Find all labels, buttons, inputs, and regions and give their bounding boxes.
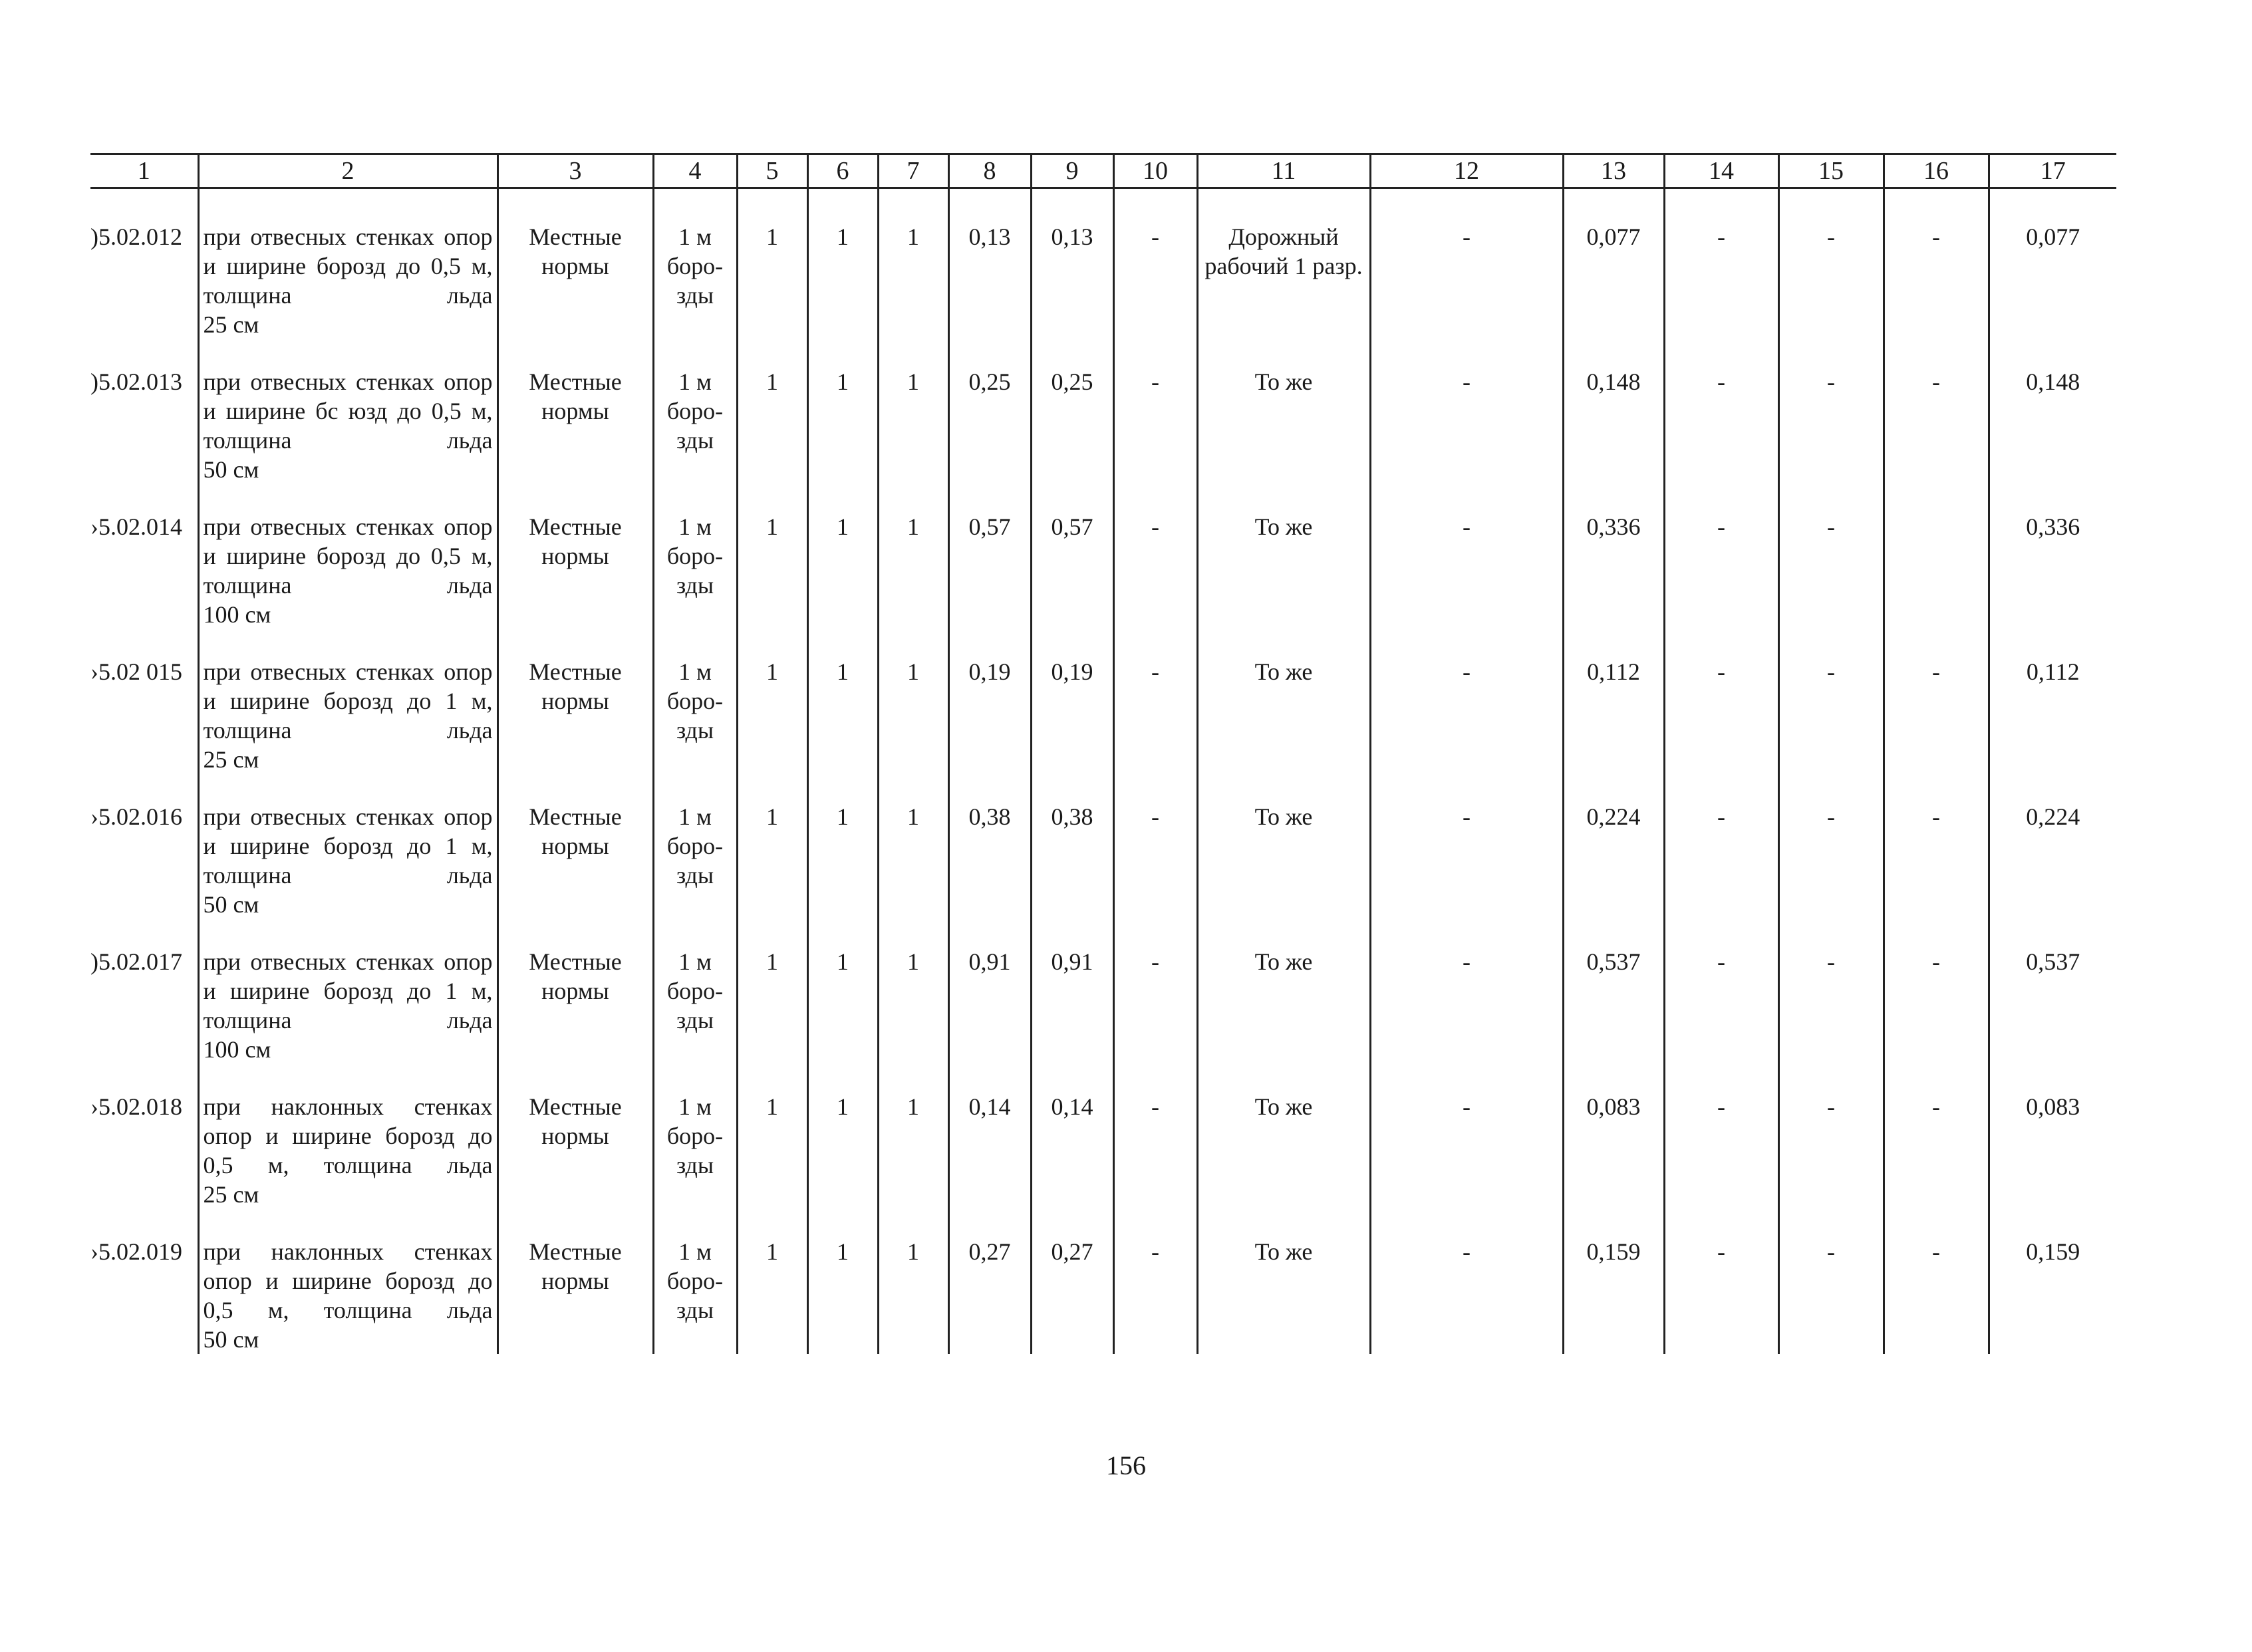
col17-cell: 0,112: [1989, 629, 2116, 774]
col15-cell: -: [1778, 188, 1884, 340]
col15-cell: -: [1778, 629, 1884, 774]
col8-cell: 0,38: [948, 774, 1031, 919]
worker-cell: То же: [1197, 339, 1370, 484]
table-row: [90, 629, 2116, 774]
code-cell: ›5.02.018: [90, 1093, 182, 1120]
worker-cell: То же: [1197, 629, 1370, 774]
column-number-header: [90, 154, 2116, 188]
col15-cell: -: [1778, 1064, 1884, 1209]
col-1-header: 1: [90, 154, 198, 188]
col16-cell: -: [1884, 629, 1989, 774]
col8-cell: 0,19: [948, 629, 1031, 774]
col-16-header: 16: [1884, 154, 1989, 188]
code-cell: ›5.02.016: [90, 803, 182, 830]
description-text: при наклонных стенках опор и ширине борозд до 0,5 м, толщина льда: [203, 1093, 493, 1178]
unit-cell: 1 м боро- зды: [653, 339, 737, 484]
col-3-header: 3: [497, 154, 653, 188]
worker-cell: Дорожный рабочий 1 разр.: [1197, 188, 1370, 340]
col6-cell: 1: [807, 339, 878, 484]
unit-cell: 1 м боро- зды: [653, 774, 737, 919]
col12-cell: -: [1370, 339, 1563, 484]
col10-cell: -: [1113, 919, 1197, 1064]
col13-cell: 0,083: [1563, 1064, 1664, 1209]
col7-cell: 1: [878, 774, 948, 919]
col17-cell: 0,083: [1989, 1064, 2116, 1209]
worker-cell: То же: [1197, 484, 1370, 629]
col13-cell: 0,537: [1563, 919, 1664, 1064]
col10-cell: -: [1113, 1064, 1197, 1209]
description-text: при отвесных стенках опор и ширине борозд до 1 м, толщина льда: [203, 658, 493, 744]
col5-cell: 1: [737, 774, 807, 919]
col17-cell: 0,224: [1989, 774, 2116, 919]
col16-cell: -: [1884, 188, 1989, 340]
col5-cell: 1: [737, 484, 807, 629]
description-cell: [198, 188, 497, 340]
unit-cell: 1 м боро- зды: [653, 484, 737, 629]
col17-cell: 0,159: [1989, 1209, 2116, 1354]
col14-cell: -: [1664, 484, 1778, 629]
col12-cell: -: [1370, 919, 1563, 1064]
col10-cell: -: [1113, 629, 1197, 774]
col9-cell: 0,13: [1031, 188, 1113, 340]
norm-source-cell: Местные нормы: [497, 774, 653, 919]
description-last-line: 50 см: [203, 891, 259, 918]
description-text: при отвесных стенках опор и ширине бс юзд до 0,5 м, толщина льда: [203, 368, 493, 454]
col6-cell: 1: [807, 1209, 878, 1354]
col14-cell: -: [1664, 1209, 1778, 1354]
col15-cell: -: [1778, 1209, 1884, 1354]
col-4-header: 4: [653, 154, 737, 188]
col9-cell: 0,27: [1031, 1209, 1113, 1354]
description-cell: [198, 1064, 497, 1209]
col17-cell: 0,148: [1989, 339, 2116, 484]
col16-cell: -: [1884, 339, 1989, 484]
col8-cell: 0,27: [948, 1209, 1031, 1354]
unit-cell: 1 м боро- зды: [653, 629, 737, 774]
norm-source-cell: Местные нормы: [497, 1209, 653, 1354]
description-last-line: 25 см: [203, 1181, 259, 1208]
norm-source-cell: Местные нормы: [497, 484, 653, 629]
col7-cell: 1: [878, 484, 948, 629]
col6-cell: 1: [807, 1064, 878, 1209]
col5-cell: 1: [737, 1064, 807, 1209]
norm-source-cell: Местные нормы: [497, 919, 653, 1064]
unit-cell: 1 м боро- зды: [653, 188, 737, 340]
col-11-header: 11: [1197, 154, 1370, 188]
unit-cell: 1 м боро- зды: [653, 1209, 737, 1354]
col7-cell: 1: [878, 629, 948, 774]
col12-cell: -: [1370, 1209, 1563, 1354]
col14-cell: -: [1664, 919, 1778, 1064]
col17-cell: 0,537: [1989, 919, 2116, 1064]
col12-cell: -: [1370, 188, 1563, 340]
col14-cell: -: [1664, 188, 1778, 340]
col13-cell: 0,224: [1563, 774, 1664, 919]
col14-cell: -: [1664, 1064, 1778, 1209]
description-text: при отвесных стенках опор и ширине борозд до 0,5 м, толщина льда: [203, 513, 493, 599]
col7-cell: 1: [878, 1209, 948, 1354]
code-cell: )5.02.013: [90, 368, 182, 395]
col9-cell: 0,19: [1031, 629, 1113, 774]
worker-cell: То же: [1197, 919, 1370, 1064]
col5-cell: 1: [737, 919, 807, 1064]
col13-cell: 0,336: [1563, 484, 1664, 629]
col6-cell: 1: [807, 484, 878, 629]
col-2-header: 2: [198, 154, 497, 188]
col-7-header: 7: [878, 154, 948, 188]
table-row: [90, 1209, 2116, 1354]
norm-source-cell: Местные нормы: [497, 629, 653, 774]
col9-cell: 0,25: [1031, 339, 1113, 484]
col-15-header: 15: [1778, 154, 1884, 188]
col-10-header: 10: [1113, 154, 1197, 188]
col10-cell: -: [1113, 484, 1197, 629]
col8-cell: 0,57: [948, 484, 1031, 629]
table-row: [90, 774, 2116, 919]
worker-cell: То же: [1197, 1064, 1370, 1209]
table-row: [90, 1064, 2116, 1209]
col16-cell: -: [1884, 1064, 1989, 1209]
table-row: [90, 919, 2116, 1064]
code-cell: ›5.02 015: [90, 658, 182, 685]
description-cell: [198, 629, 497, 774]
col8-cell: 0,91: [948, 919, 1031, 1064]
col-17-header: 17: [1989, 154, 2116, 188]
col12-cell: -: [1370, 484, 1563, 629]
col8-cell: 0,13: [948, 188, 1031, 340]
norms-table: [90, 153, 2116, 1354]
description-last-line: 50 см: [203, 456, 259, 483]
description-cell: [198, 1209, 497, 1354]
page-number: 156: [1106, 1450, 1146, 1480]
description-text: при наклонных стенках опор и ширине борозд до 0,5 м, толщина льда: [203, 1238, 493, 1323]
col8-cell: 0,14: [948, 1064, 1031, 1209]
code-cell: ›5.02.014: [90, 513, 182, 540]
table-row: [90, 188, 2116, 340]
unit-cell: 1 м боро- зды: [653, 919, 737, 1064]
description-text: при отвесных стенках опор и ширине борозд до 0,5 м, толщина льда: [203, 223, 493, 309]
col5-cell: 1: [737, 1209, 807, 1354]
table-row: [90, 484, 2116, 629]
description-last-line: 100 см: [203, 601, 271, 628]
norm-source-cell: Местные нормы: [497, 339, 653, 484]
col7-cell: 1: [878, 339, 948, 484]
col14-cell: -: [1664, 774, 1778, 919]
worker-cell: То же: [1197, 774, 1370, 919]
col7-cell: 1: [878, 1064, 948, 1209]
norm-source-cell: Местные нормы: [497, 188, 653, 340]
col15-cell: -: [1778, 339, 1884, 484]
col-5-header: 5: [737, 154, 807, 188]
col13-cell: 0,159: [1563, 1209, 1664, 1354]
col16-cell: -: [1884, 774, 1989, 919]
col5-cell: 1: [737, 188, 807, 340]
col12-cell: -: [1370, 774, 1563, 919]
col15-cell: -: [1778, 919, 1884, 1064]
col-8-header: 8: [948, 154, 1031, 188]
col16-cell: [1884, 484, 1989, 629]
description-cell: [198, 774, 497, 919]
col10-cell: -: [1113, 339, 1197, 484]
col6-cell: 1: [807, 629, 878, 774]
col7-cell: 1: [878, 188, 948, 340]
description-last-line: 50 см: [203, 1326, 259, 1353]
description-cell: [198, 339, 497, 484]
norm-source-cell: Местные нормы: [497, 1064, 653, 1209]
col13-cell: 0,112: [1563, 629, 1664, 774]
col15-cell: -: [1778, 774, 1884, 919]
col16-cell: -: [1884, 919, 1989, 1064]
col6-cell: 1: [807, 919, 878, 1064]
col-6-header: 6: [807, 154, 878, 188]
col16-cell: -: [1884, 1209, 1989, 1354]
worker-cell: То же: [1197, 1209, 1370, 1354]
code-cell: ›5.02.019: [90, 1238, 182, 1265]
col13-cell: 0,148: [1563, 339, 1664, 484]
col10-cell: -: [1113, 774, 1197, 919]
table-row: [90, 339, 2116, 484]
col17-cell: 0,077: [1989, 188, 2116, 340]
description-last-line: 25 см: [203, 746, 259, 773]
description-last-line: 25 см: [203, 311, 259, 338]
description-cell: [198, 919, 497, 1064]
col10-cell: -: [1113, 188, 1197, 340]
col15-cell: -: [1778, 484, 1884, 629]
description-text: при отвесных стенках опор и ширине борозд до 1 м, толщина льда: [203, 948, 493, 1033]
col12-cell: -: [1370, 629, 1563, 774]
description-text: при отвесных стенках опор и ширине борозд до 1 м, толщина льда: [203, 803, 493, 889]
col6-cell: 1: [807, 774, 878, 919]
col17-cell: 0,336: [1989, 484, 2116, 629]
col-12-header: 12: [1370, 154, 1563, 188]
col-13-header: 13: [1563, 154, 1664, 188]
unit-cell: 1 м боро- зды: [653, 1064, 737, 1209]
col7-cell: 1: [878, 919, 948, 1064]
col-14-header: 14: [1664, 154, 1778, 188]
col5-cell: 1: [737, 339, 807, 484]
code-cell: )5.02.017: [90, 948, 182, 975]
col14-cell: -: [1664, 339, 1778, 484]
description-last-line: 100 см: [203, 1036, 271, 1063]
col9-cell: 0,38: [1031, 774, 1113, 919]
code-cell: )5.02.012: [90, 223, 182, 250]
description-cell: [198, 484, 497, 629]
col-9-header: 9: [1031, 154, 1113, 188]
col13-cell: 0,077: [1563, 188, 1664, 340]
col6-cell: 1: [807, 188, 878, 340]
col5-cell: 1: [737, 629, 807, 774]
col14-cell: -: [1664, 629, 1778, 774]
col9-cell: 0,91: [1031, 919, 1113, 1064]
col9-cell: 0,14: [1031, 1064, 1113, 1209]
col8-cell: 0,25: [948, 339, 1031, 484]
col9-cell: 0,57: [1031, 484, 1113, 629]
col10-cell: -: [1113, 1209, 1197, 1354]
col12-cell: -: [1370, 1064, 1563, 1209]
